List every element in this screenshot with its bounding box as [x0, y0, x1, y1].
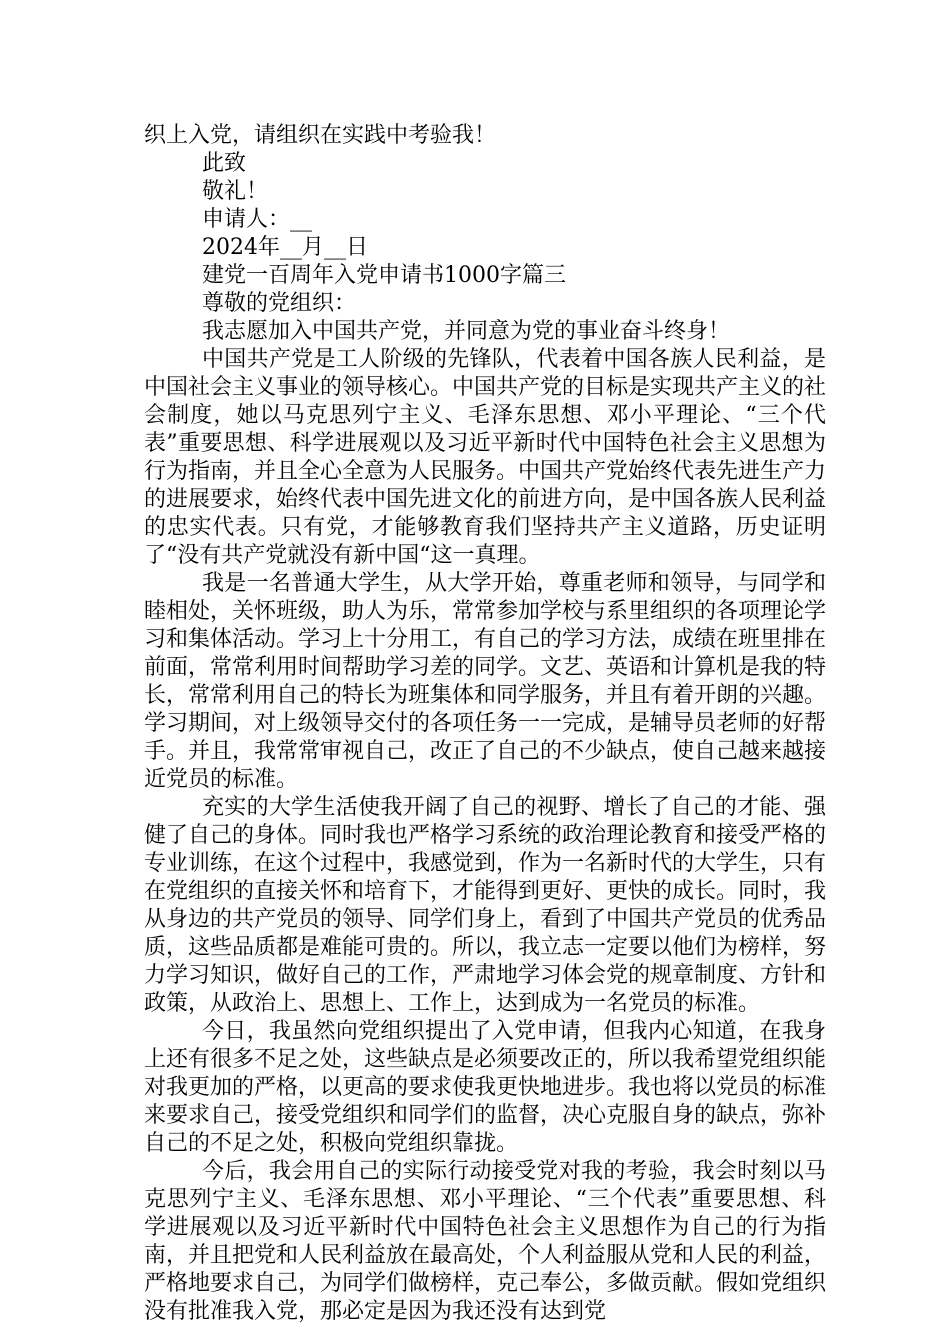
applicant-line: 申请人：__	[202, 207, 313, 232]
paragraph-shortcomings: 今日，我虽然向党组织提出了入党申请，但我内心知道，在我身上还有很多不足之处，这些缺点是必须要改正的，所以我希望党组织能对我更加的严格，以更高的要求使我更快地进步。我也将以党员的标准来要求自己，接受党组织和同学们的监督，决心克服自身的缺点，弥补自己的不足之处，积极向党组织靠拢。	[144, 1019, 827, 1156]
closing-salute: 敬礼！	[202, 179, 269, 204]
closing-greeting: 此致	[202, 151, 247, 176]
salutation: 尊敬的党组织：	[202, 291, 357, 316]
document-page	[144, 122, 826, 1326]
paragraph-self-intro: 我是一名普通大学生，从大学开始，尊重老师和领导，与同学和睦相处，关怀班级，助人为乐，常常参加学校与系里组织的各项理论学习和集体活动。学习上十分用工，有自己的学习方法，成绩在班里排在前面，常常利用时间帮助学习差的同学。文艺、英语和计算机是我的特长，常常利用自己的特长为班集体和同学服务，并且有着开朗的兴趣。学习期间，对上级领导交付的各项任务一一完成，是辅导员老师的好帮手。并且，我常常审视自己，改正了自己的不少缺点，使自己越来越接近党员的标准。	[144, 571, 827, 792]
pledge: 我志愿加入中国共产党，并同意为党的事业奋斗终身！	[202, 319, 731, 344]
paragraph-university-life: 充实的大学生活使我开阔了自己的视野、增长了自己的才能、强健了自己的身体。同时我也严格学习系统的政治理论教育和接受严格的专业训练，在这个过程中，我感觉到，作为一名新时代的大学生，只有在党组织的直接关怀和培育下，才能得到更好、更快的成长。同时，我从身边的共产党员的领导、同学们身上，看到了中国共产党员的优秀品质，这些品质都是难能可贵的。所以，我立志一定要以他们为榜样，努力学习知识，做好自己的工作，严肃地学习体会党的规章制度、方针和政策，从政治上、思想上、工作上，达到成为一名党员的标准。	[144, 795, 827, 1016]
opening-fragment: 织上入党，请组织在实践中考验我！	[144, 123, 497, 148]
paragraph-party-intro: 中国共产党是工人阶级的先锋队，代表着中国各族人民利益，是中国社会主义事业的领导核心。中国共产党的目标是实现共产主义的社会制度，她以马克思列宁主义、毛泽东思想、邓小平理论、“三个代表”重要思想、科学进展观以及习近平新时代中国特色社会主义思想为行为指南，并且全心全意为人民服务。中国共产党始终代表先进生产力的进展要求，始终代表中国先进文化的前进方向，是中国各族人民利益的忠实代表。只有党，才能够教育我们坚持共产主义道路，历史证明了“没有共产党就没有新中国“这一真理。	[144, 347, 827, 568]
date-line: 2024年__月__日	[202, 235, 368, 260]
paragraph-future: 今后，我会用自己的实际行动接受党对我的考验，我会时刻以马克思列宁主义、毛泽东思想、邓小平理论、“三个代表”重要思想、科学进展观以及习近平新时代中国特色社会主义思想作为自己的行为指南，并且把党和人民利益放在最高处，个人利益服从党和人民的利益，严格地要求自己，为同学们做榜样，克己奉公，多做贡献。假如党组织没有批准我入党，那必定是因为我还没有达到党	[144, 1159, 827, 1324]
section-title: 建党一百周年入党申请书1000字篇三	[202, 263, 566, 288]
